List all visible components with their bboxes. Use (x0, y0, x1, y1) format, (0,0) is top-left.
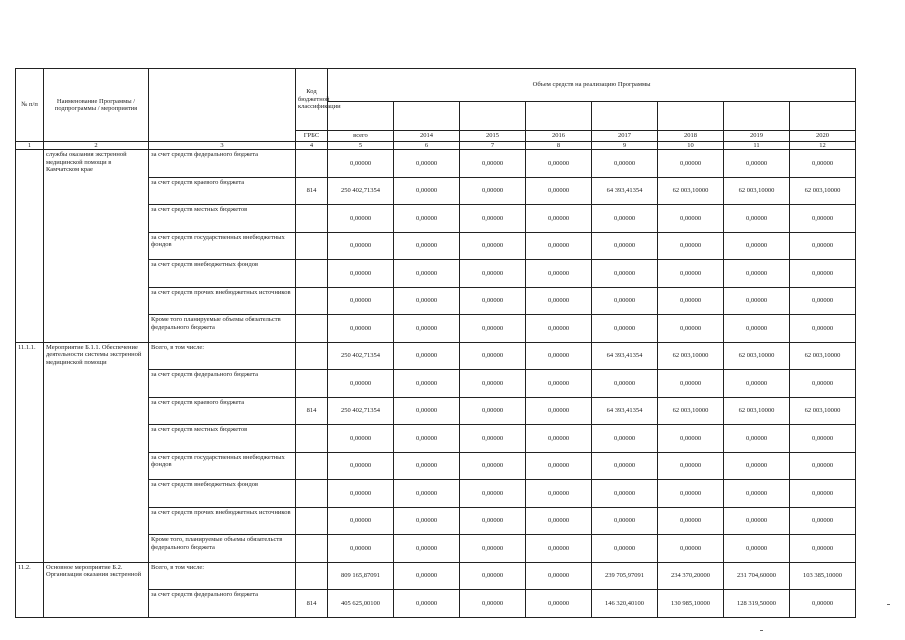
grbs-code-cell: 814 (296, 397, 328, 425)
measure-name-cell (44, 370, 149, 398)
grbs-code-cell (296, 507, 328, 535)
year-value-cell: 0,00000 (724, 425, 790, 453)
column-index-cell: 8 (526, 142, 592, 150)
row-number-cell (16, 507, 44, 535)
year-value-cell: 0,00000 (526, 425, 592, 453)
col-header-year: 2016 (526, 131, 592, 142)
column-index-cell: 5 (328, 142, 394, 150)
funding-source-cell: за счет средств федерального бюджета (149, 150, 296, 178)
col-header-spacer (724, 102, 790, 131)
table-row (16, 287, 856, 315)
year-value-cell: 0,00000 (394, 315, 460, 343)
col-header-grbs: ГРБС (296, 131, 328, 142)
year-value-cell: 0,00000 (526, 177, 592, 205)
year-value-cell: 0,00000 (790, 232, 856, 260)
year-value-cell: 0,00000 (592, 232, 658, 260)
total-value-cell: 0,00000 (328, 480, 394, 508)
col-header-spacer (658, 102, 724, 131)
table-row (16, 397, 856, 425)
col-header-volume: Объем средств на реализацию Программы (328, 69, 856, 102)
year-value-cell: 0,00000 (724, 452, 790, 480)
year-value-cell: 0,00000 (658, 425, 724, 453)
year-value-cell: 0,00000 (592, 452, 658, 480)
measure-name-cell: Основное мероприятие Б.2. Организация оказания экстренной (44, 562, 149, 590)
col-header-year: 2020 (790, 131, 856, 142)
row-number-cell (16, 370, 44, 398)
column-index-cell: 2 (44, 142, 149, 150)
row-number-cell (16, 177, 44, 205)
total-value-cell: 0,00000 (328, 150, 394, 178)
year-value-cell: 0,00000 (394, 397, 460, 425)
grbs-code-cell (296, 205, 328, 233)
col-header-no: № п/п (16, 69, 44, 142)
grbs-code-cell (296, 232, 328, 260)
year-value-cell: 0,00000 (394, 590, 460, 618)
year-value-cell: 0,00000 (526, 342, 592, 370)
program-funding-table (15, 68, 856, 618)
year-value-cell: 0,00000 (658, 315, 724, 343)
year-value-cell: 0,00000 (790, 590, 856, 618)
year-value-cell: 0,00000 (460, 150, 526, 178)
row-number-cell (16, 397, 44, 425)
measure-name-cell (44, 452, 149, 480)
year-value-cell: 0,00000 (526, 480, 592, 508)
col-header-year: 2015 (460, 131, 526, 142)
year-value-cell: 62 003,10000 (724, 397, 790, 425)
year-value-cell: 0,00000 (526, 287, 592, 315)
row-number-cell (16, 260, 44, 288)
year-value-cell: 0,00000 (592, 370, 658, 398)
measure-name-cell (44, 205, 149, 233)
grbs-code-cell (296, 370, 328, 398)
row-number-cell: 11.1.1. (16, 342, 44, 370)
row-number-cell (16, 590, 44, 618)
year-value-cell: 0,00000 (658, 370, 724, 398)
column-index-cell: 1 (16, 142, 44, 150)
year-value-cell: 0,00000 (592, 425, 658, 453)
year-value-cell: 0,00000 (592, 480, 658, 508)
year-value-cell: 0,00000 (460, 535, 526, 563)
funding-source-cell: за счет средств местных бюджетов (149, 425, 296, 453)
year-value-cell: 0,00000 (658, 535, 724, 563)
year-value-cell: 0,00000 (394, 177, 460, 205)
year-value-cell: 0,00000 (658, 260, 724, 288)
year-value-cell: 0,00000 (394, 205, 460, 233)
year-value-cell: 0,00000 (724, 260, 790, 288)
year-value-cell: 0,00000 (460, 260, 526, 288)
table-row (16, 205, 856, 233)
year-value-cell: 0,00000 (790, 287, 856, 315)
year-value-cell: 0,00000 (526, 205, 592, 233)
grbs-code-cell (296, 287, 328, 315)
year-value-cell: 64 393,41354 (592, 342, 658, 370)
year-value-cell: 0,00000 (394, 232, 460, 260)
year-value-cell: 0,00000 (394, 425, 460, 453)
year-value-cell: 0,00000 (526, 535, 592, 563)
funding-source-cell: за счет средств местных бюджетов (149, 205, 296, 233)
total-value-cell: 0,00000 (328, 425, 394, 453)
year-value-cell: 0,00000 (526, 590, 592, 618)
col-header-spacer (592, 102, 658, 131)
year-value-cell: 0,00000 (460, 507, 526, 535)
total-value-cell: 0,00000 (328, 287, 394, 315)
total-value-cell: 250 402,71354 (328, 177, 394, 205)
table-row (16, 535, 856, 563)
col-header-name: Наименование Программы / подпрограммы / мероприятия (44, 69, 149, 142)
year-value-cell: 0,00000 (394, 370, 460, 398)
year-value-cell: 0,00000 (790, 425, 856, 453)
row-number-cell (16, 150, 44, 178)
year-value-cell: 231 704,60000 (724, 562, 790, 590)
year-value-cell: 0,00000 (460, 397, 526, 425)
col-header-spacer (460, 102, 526, 131)
column-index-cell: 4 (296, 142, 328, 150)
year-value-cell: 0,00000 (724, 507, 790, 535)
year-value-cell: 0,00000 (724, 205, 790, 233)
year-value-cell: 0,00000 (460, 287, 526, 315)
year-value-cell: 0,00000 (790, 535, 856, 563)
year-value-cell: 0,00000 (394, 260, 460, 288)
year-value-cell: 62 003,10000 (790, 177, 856, 205)
row-number-cell (16, 480, 44, 508)
measure-name-cell (44, 480, 149, 508)
funding-source-cell: за счет средств государственных внебюджетных фондов (149, 232, 296, 260)
year-value-cell: 0,00000 (658, 205, 724, 233)
year-value-cell: 0,00000 (658, 480, 724, 508)
col-header-code: Код бюджетной классификации (296, 69, 328, 131)
measure-name-cell (44, 315, 149, 343)
column-index-cell: 11 (724, 142, 790, 150)
col-header-spacer (790, 102, 856, 131)
table-row (16, 425, 856, 453)
year-value-cell: 0,00000 (394, 562, 460, 590)
row-number-cell (16, 452, 44, 480)
measure-name-cell (44, 260, 149, 288)
year-value-cell: 0,00000 (790, 150, 856, 178)
year-value-cell: 0,00000 (592, 260, 658, 288)
year-value-cell: 0,00000 (526, 562, 592, 590)
col-header-year: 2018 (658, 131, 724, 142)
year-value-cell: 0,00000 (394, 287, 460, 315)
grbs-code-cell: 814 (296, 590, 328, 618)
year-value-cell: 0,00000 (592, 205, 658, 233)
year-value-cell: 0,00000 (790, 205, 856, 233)
grbs-code-cell: 814 (296, 177, 328, 205)
year-value-cell: 0,00000 (460, 425, 526, 453)
year-value-cell: 0,00000 (724, 287, 790, 315)
year-value-cell: 62 003,10000 (724, 342, 790, 370)
total-value-cell: 405 625,00100 (328, 590, 394, 618)
measure-name-cell (44, 535, 149, 563)
col-header-year: 2017 (592, 131, 658, 142)
year-value-cell: 0,00000 (790, 507, 856, 535)
year-value-cell: 0,00000 (526, 370, 592, 398)
year-value-cell: 146 320,40100 (592, 590, 658, 618)
year-value-cell: 0,00000 (790, 452, 856, 480)
total-value-cell: 250 402,71354 (328, 342, 394, 370)
table-row (16, 480, 856, 508)
year-value-cell: 0,00000 (790, 370, 856, 398)
table-row (16, 260, 856, 288)
funding-source-cell: Всего, в том числе: (149, 562, 296, 590)
measure-name-cell (44, 287, 149, 315)
column-index-cell: 12 (790, 142, 856, 150)
grbs-code-cell (296, 452, 328, 480)
year-value-cell: 0,00000 (460, 590, 526, 618)
year-value-cell: 0,00000 (526, 260, 592, 288)
col-header-year: 2019 (724, 131, 790, 142)
total-value-cell: 0,00000 (328, 205, 394, 233)
year-value-cell: 0,00000 (724, 150, 790, 178)
row-number-cell: 11.2. (16, 562, 44, 590)
year-value-cell: 0,00000 (724, 535, 790, 563)
col-header-blank (149, 69, 296, 142)
total-value-cell: 250 402,71354 (328, 397, 394, 425)
year-value-cell: 62 003,10000 (790, 397, 856, 425)
col-header-year: 2014 (394, 131, 460, 142)
year-value-cell: 0,00000 (460, 342, 526, 370)
year-value-cell: 0,00000 (658, 287, 724, 315)
year-value-cell: 0,00000 (394, 480, 460, 508)
funding-source-cell: за счет средств прочих внебюджетных источников (149, 287, 296, 315)
funding-source-cell: Кроме того планируемые объемы обязательств федерального бюджета (149, 315, 296, 343)
year-value-cell: 0,00000 (658, 150, 724, 178)
grbs-code-cell (296, 150, 328, 178)
year-value-cell: 0,00000 (790, 315, 856, 343)
year-value-cell: 0,00000 (526, 232, 592, 260)
column-index-cell: 6 (394, 142, 460, 150)
year-value-cell: 62 003,10000 (790, 342, 856, 370)
row-number-cell (16, 535, 44, 563)
measure-name-cell (44, 425, 149, 453)
table-row (16, 342, 856, 370)
table-row (16, 177, 856, 205)
year-value-cell: 130 985,10000 (658, 590, 724, 618)
year-value-cell: 0,00000 (526, 507, 592, 535)
year-value-cell: 0,00000 (394, 452, 460, 480)
total-value-cell: 0,00000 (328, 260, 394, 288)
funding-source-cell: за счет средств государственных внебюджетных фондов (149, 452, 296, 480)
year-value-cell: 0,00000 (724, 315, 790, 343)
year-value-cell: 0,00000 (460, 315, 526, 343)
row-number-cell (16, 232, 44, 260)
table-row (16, 562, 856, 590)
year-value-cell: 62 003,10000 (658, 342, 724, 370)
table-row (16, 232, 856, 260)
funding-source-cell: за счет средств краевого бюджета (149, 397, 296, 425)
column-index-cell: 3 (149, 142, 296, 150)
funding-source-cell: за счет средств федерального бюджета (149, 370, 296, 398)
year-value-cell: 0,00000 (460, 205, 526, 233)
year-value-cell: 0,00000 (592, 535, 658, 563)
total-value-cell: 0,00000 (328, 232, 394, 260)
col-header-spacer (394, 102, 460, 131)
year-value-cell: 239 705,97091 (592, 562, 658, 590)
grbs-code-cell (296, 562, 328, 590)
year-value-cell: 0,00000 (526, 150, 592, 178)
year-value-cell: 0,00000 (526, 452, 592, 480)
measure-name-cell (44, 177, 149, 205)
column-index-cell: 7 (460, 142, 526, 150)
year-value-cell: 0,00000 (394, 342, 460, 370)
grbs-code-cell (296, 260, 328, 288)
year-value-cell: 0,00000 (460, 480, 526, 508)
column-index-row (16, 142, 856, 150)
table-row (16, 452, 856, 480)
year-value-cell: 0,00000 (592, 287, 658, 315)
table-row (16, 315, 856, 343)
table-row (16, 150, 856, 178)
row-number-cell (16, 287, 44, 315)
measure-name-cell (44, 397, 149, 425)
year-value-cell: 64 393,41354 (592, 397, 658, 425)
funding-source-cell: за счет средств внебюджетных фондов (149, 480, 296, 508)
year-value-cell: 0,00000 (460, 232, 526, 260)
year-value-cell: 234 370,20000 (658, 562, 724, 590)
year-value-cell: 0,00000 (460, 370, 526, 398)
measure-name-cell (44, 507, 149, 535)
table-row (16, 590, 856, 618)
year-value-cell: 0,00000 (724, 480, 790, 508)
row-number-cell (16, 425, 44, 453)
grbs-code-cell (296, 315, 328, 343)
year-value-cell: 0,00000 (592, 150, 658, 178)
year-value-cell: 0,00000 (658, 507, 724, 535)
scan-artifact (887, 604, 890, 605)
total-value-cell: 0,00000 (328, 535, 394, 563)
year-value-cell: 64 393,41354 (592, 177, 658, 205)
year-value-cell: 0,00000 (394, 535, 460, 563)
funding-source-cell: Кроме того, планируемые объемы обязательств федерального бюджета (149, 535, 296, 563)
year-value-cell: 0,00000 (790, 260, 856, 288)
measure-name-cell (44, 590, 149, 618)
grbs-code-cell (296, 425, 328, 453)
year-value-cell: 128 319,50000 (724, 590, 790, 618)
year-value-cell: 0,00000 (460, 177, 526, 205)
year-value-cell: 0,00000 (790, 480, 856, 508)
measure-name-cell: службы оказания экстренной медицинской помощи в Камчатском крае (44, 150, 149, 178)
row-number-cell (16, 205, 44, 233)
year-value-cell: 0,00000 (394, 507, 460, 535)
col-header-total: всего (328, 131, 394, 142)
year-value-cell: 0,00000 (658, 452, 724, 480)
grbs-code-cell (296, 480, 328, 508)
year-value-cell: 62 003,10000 (658, 397, 724, 425)
funding-source-cell: за счет средств внебюджетных фондов (149, 260, 296, 288)
year-value-cell: 0,00000 (460, 452, 526, 480)
year-value-cell: 103 385,10000 (790, 562, 856, 590)
table-row (16, 507, 856, 535)
year-value-cell: 0,00000 (526, 315, 592, 343)
column-index-cell: 10 (658, 142, 724, 150)
year-value-cell: 0,00000 (724, 232, 790, 260)
year-value-cell: 62 003,10000 (658, 177, 724, 205)
year-value-cell: 0,00000 (658, 232, 724, 260)
total-value-cell: 0,00000 (328, 370, 394, 398)
year-value-cell: 0,00000 (592, 315, 658, 343)
funding-source-cell: за счет средств федерального бюджета (149, 590, 296, 618)
year-value-cell: 62 003,10000 (724, 177, 790, 205)
total-value-cell: 809 165,87091 (328, 562, 394, 590)
total-value-cell: 0,00000 (328, 452, 394, 480)
grbs-code-cell (296, 342, 328, 370)
row-number-cell (16, 315, 44, 343)
table-row (16, 370, 856, 398)
year-value-cell: 0,00000 (592, 507, 658, 535)
funding-source-cell: за счет средств прочих внебюджетных источников (149, 507, 296, 535)
funding-source-cell: за счет средств краевого бюджета (149, 177, 296, 205)
column-index-cell: 9 (592, 142, 658, 150)
col-header-spacer (526, 102, 592, 131)
grbs-code-cell (296, 535, 328, 563)
scan-artifact (760, 630, 763, 631)
measure-name-cell (44, 232, 149, 260)
total-value-cell: 0,00000 (328, 315, 394, 343)
total-value-cell: 0,00000 (328, 507, 394, 535)
year-value-cell: 0,00000 (394, 150, 460, 178)
measure-name-cell: Мероприятие Б.1.1. Обеспечение деятельности системы экстренной медицинской помощи (44, 342, 149, 370)
funding-source-cell: Всего, в том числе: (149, 342, 296, 370)
year-value-cell: 0,00000 (724, 370, 790, 398)
year-value-cell: 0,00000 (460, 562, 526, 590)
year-value-cell: 0,00000 (526, 397, 592, 425)
